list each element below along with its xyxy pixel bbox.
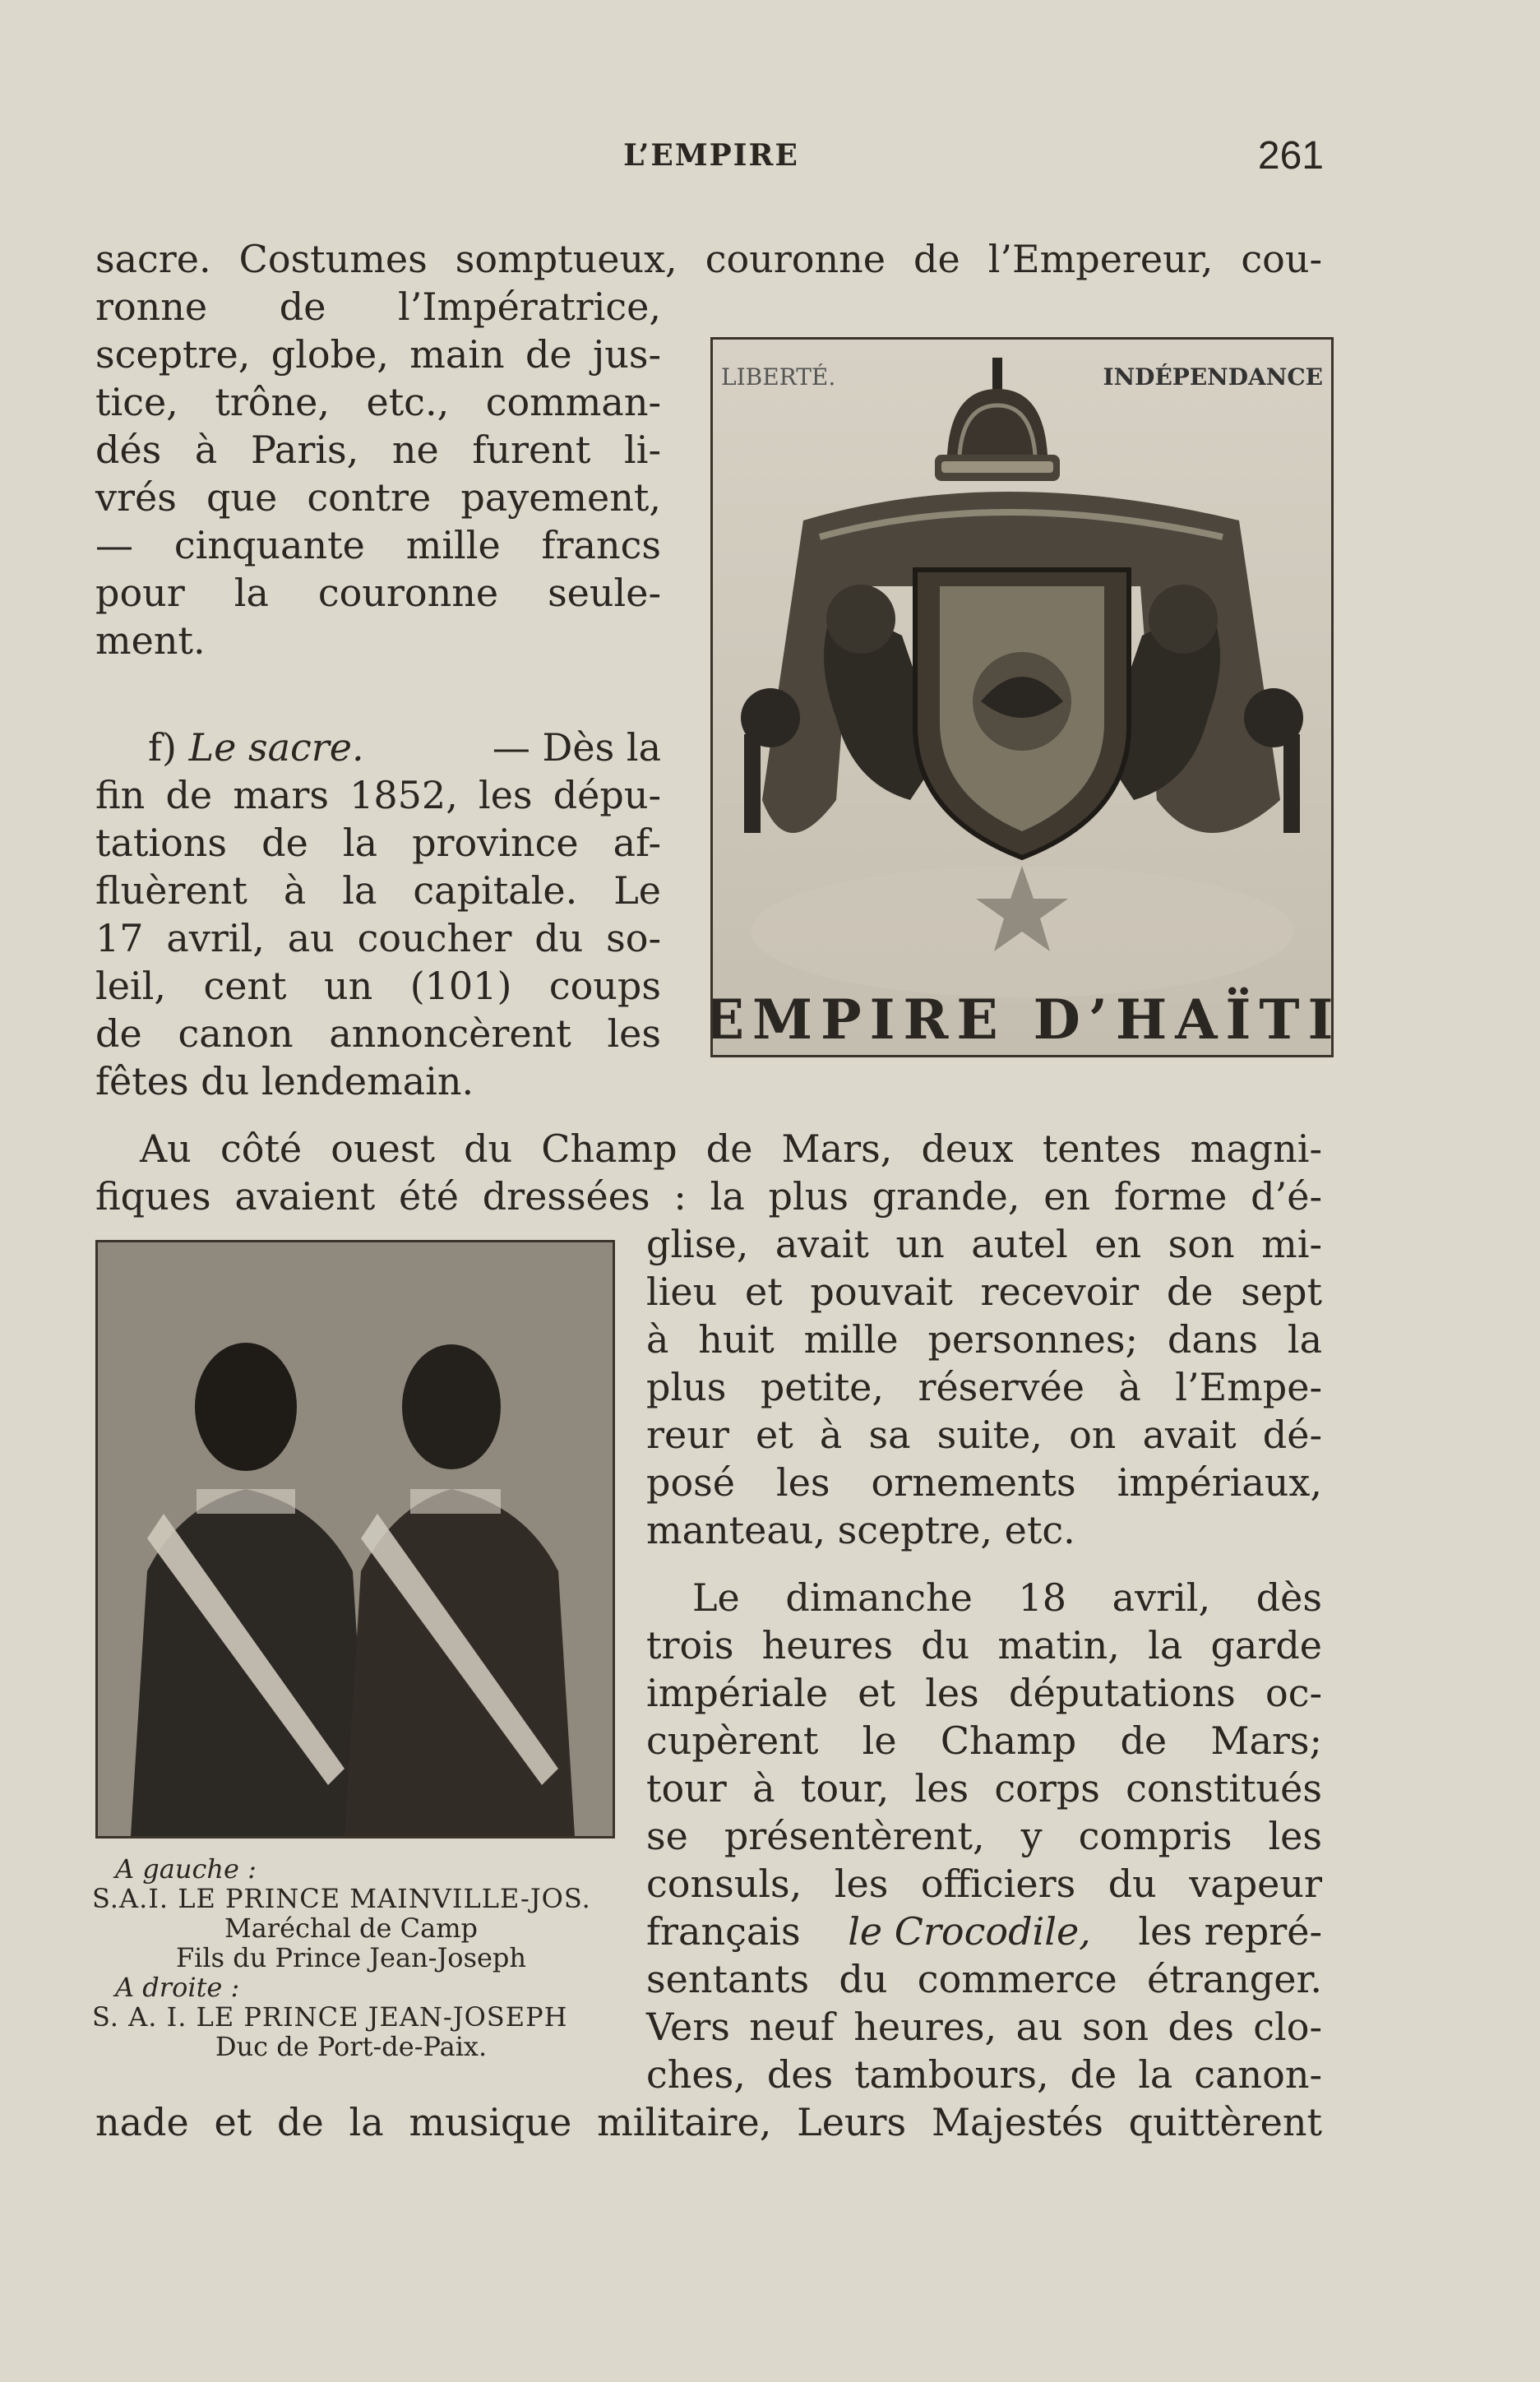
text-line: consuls, les officiers du vapeur (646, 1862, 1322, 1906)
text-line: tour à tour, les corps constitués (646, 1766, 1322, 1811)
section-heading: Le sacre. (188, 725, 364, 770)
text-line: dés à Paris, ne furent li- (95, 428, 661, 472)
running-title: L’EMPIRE (623, 138, 799, 173)
text-line: 17 avril, au coucher du so- (95, 916, 661, 960)
text-line: fêtes du lendemain. (95, 1059, 474, 1103)
caption-left-name: S.A.I. LE PRINCE MAINVILLE-JOS. (92, 1883, 591, 1914)
text-line: de canon annoncèrent les (95, 1011, 661, 1056)
caption-left-label-text: A gauche : (115, 1853, 257, 1885)
text-line: fluèrent à la capitale. Le (95, 868, 661, 913)
caption-right-label-text: A droite : (115, 1972, 240, 2003)
banner-right-text: INDÉPENDANCE (1103, 363, 1323, 391)
text-line: sceptre, globe, main de jus- (95, 332, 661, 377)
motto-text: EMPIRE D’HAÏTI (713, 987, 1331, 1052)
text-line: lieu et pouvait recevoir de sept (646, 1270, 1322, 1314)
text-line: leil, cent un (101) coups (95, 964, 661, 1008)
text-line: trois heures du matin, la garde (646, 1623, 1322, 1667)
text-fragment: les repré- (1138, 1909, 1322, 1954)
text-line: reur et à sa suite, on avait dé- (646, 1413, 1322, 1457)
text-line: fin de mars 1852, les dépu- (95, 773, 661, 817)
ship-name: le Crocodile, (848, 1909, 1091, 1954)
text-line: sacre. Costumes somptueux, couronne de l’Empereur, cou- (95, 237, 1322, 281)
caption-right-name: S. A. I. LE PRINCE JEAN-JOSEPH (92, 2001, 568, 2033)
text-line: tice, trône, etc., comman- (95, 380, 661, 424)
caption-left-relation: Fils du Prince Jean-Joseph (175, 1942, 527, 1973)
text-fragment: — Dès la (492, 725, 661, 770)
text-line (148, 724, 661, 771)
text-line: sentants du commerce étranger. (646, 1957, 1322, 2001)
page-number: 261 (1257, 134, 1324, 178)
text-line: vrés que contre payement, (95, 475, 661, 520)
text-line: nade et de la musique militaire, Leurs Majestés quittèrent (95, 2100, 1322, 2144)
text-line: plus petite, réservée à l’Empe- (646, 1365, 1322, 1409)
text-line: pour la couronne seule- (95, 571, 661, 615)
caption-left-title: Maréchal de Camp (224, 1913, 479, 1944)
caption-left-label (115, 1853, 257, 1885)
text-line: Le dimanche 18 avril, dès (692, 1575, 1322, 1620)
text-line: tations de la province af- (95, 821, 661, 865)
text-line: ronne de l’Impératrice, (95, 284, 661, 329)
text-line: impériale et les députations oc- (646, 1671, 1322, 1715)
text-line: se présentèrent, y compris les (646, 1814, 1322, 1858)
text-line: cupèrent le Champ de Mars; (646, 1718, 1322, 1763)
banner-left-text: LIBERTÉ. (721, 363, 836, 391)
text-line: Au côté ouest du Champ de Mars, deux tentes magni- (140, 1126, 1322, 1171)
text-line: ches, des tambours, de la canon- (646, 2052, 1322, 2097)
caption-right-title: Duc de Port-de-Paix. (215, 2031, 488, 2062)
text-line: ment. (95, 618, 206, 663)
text-line: manteau, sceptre, etc. (646, 1508, 1075, 1552)
text-line: à huit mille personnes; dans la (646, 1317, 1322, 1362)
text-line: Vers neuf heures, au son des clo- (646, 2005, 1322, 2049)
text-line: — cinquante mille francs (95, 523, 661, 567)
princes-portrait-illustration (95, 1240, 615, 1839)
text-line: glise, avait un autel en son mi- (646, 1222, 1322, 1266)
enumeration: f) (148, 725, 189, 770)
text-line: posé les ornements impériaux, (646, 1460, 1322, 1505)
coat-of-arms-illustration (710, 337, 1334, 1057)
caption-right-label (115, 1972, 239, 2003)
text-fragment: français (646, 1909, 801, 1954)
text-line: fiques avaient été dressées : la plus grande, en forme d’é- (95, 1174, 1322, 1219)
text-line (646, 1908, 1322, 1955)
